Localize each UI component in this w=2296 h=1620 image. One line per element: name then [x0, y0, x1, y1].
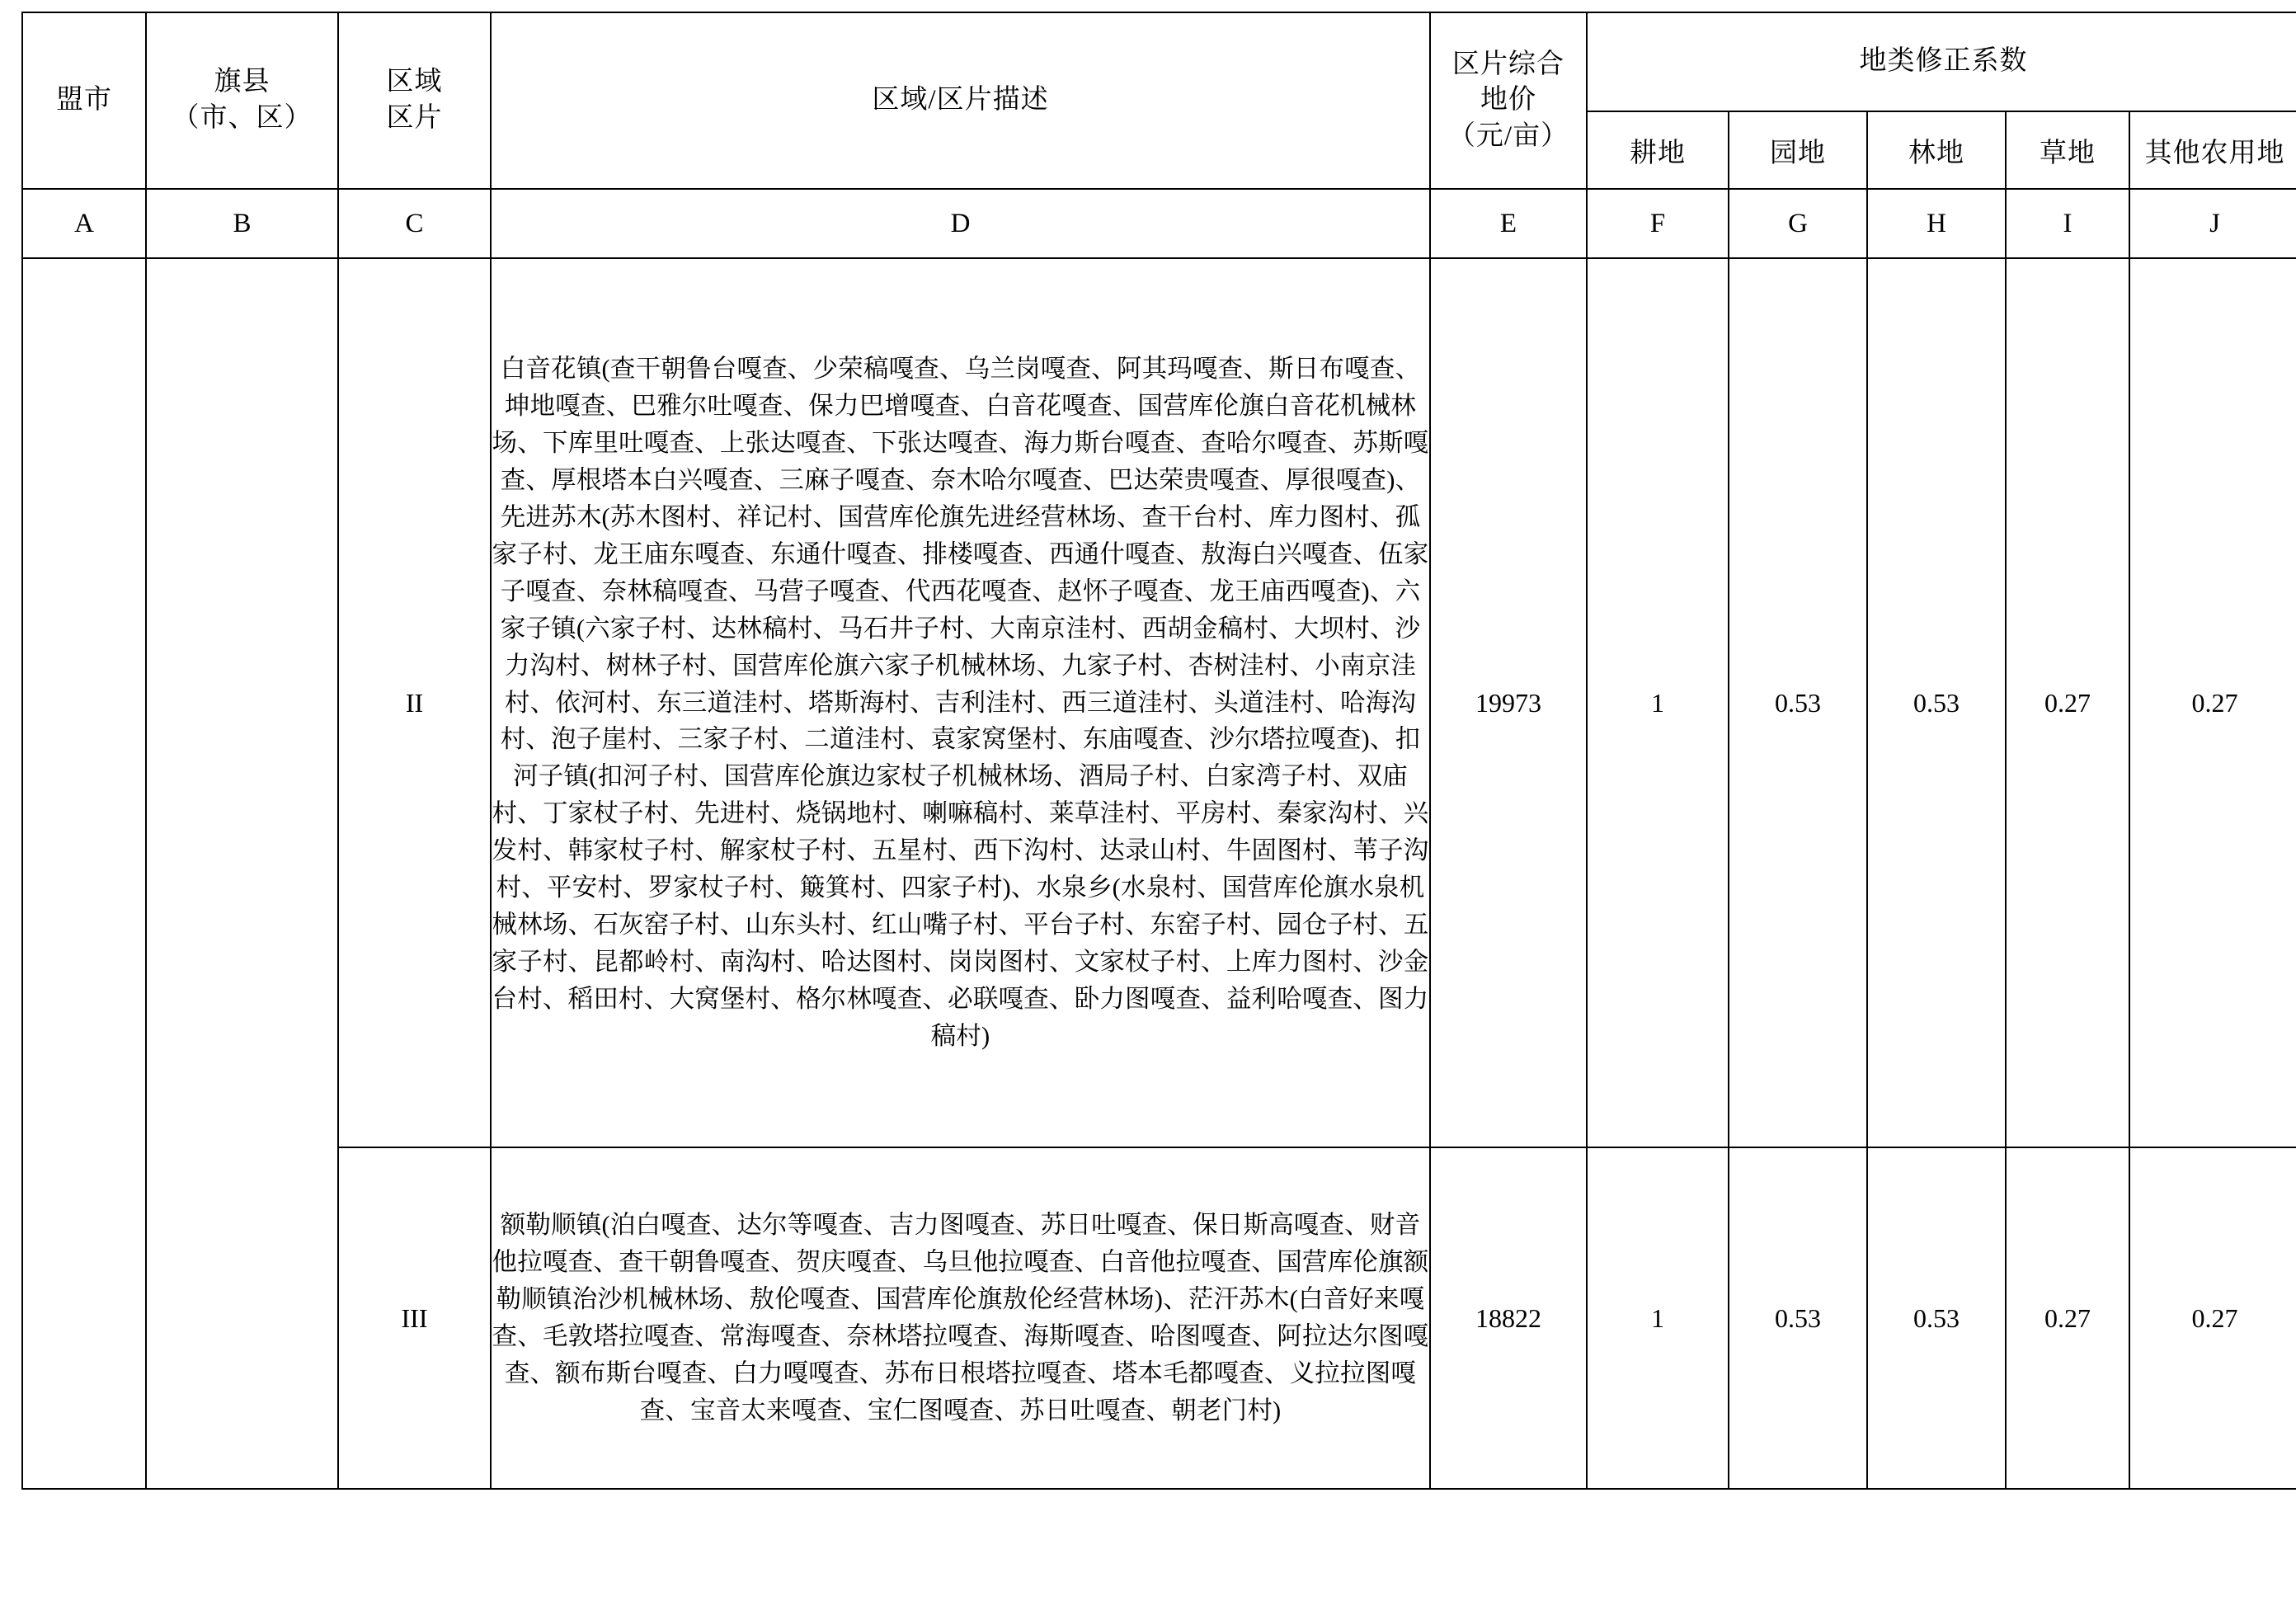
header-coef-other: 其他农用地 — [2129, 111, 2296, 189]
cell-coef-farmland: 1 — [1587, 258, 1729, 1147]
cell-city — [22, 258, 146, 1489]
cell-zone: II — [338, 258, 491, 1147]
cell-coef-grass: 0.27 — [2006, 1147, 2129, 1489]
column-letter-b: B — [146, 189, 338, 258]
header-coef-forest: 林地 — [1867, 111, 2006, 189]
table-header-row — [22, 12, 2296, 111]
cell-coef-grass: 0.27 — [2006, 258, 2129, 1147]
cell-coef-forest: 0.53 — [1867, 1147, 2006, 1489]
column-letter-e: E — [1430, 189, 1587, 258]
header-price — [1430, 12, 1587, 189]
cell-coef-orchard: 0.53 — [1729, 258, 1867, 1147]
cell-coef-orchard: 0.53 — [1729, 1147, 1867, 1489]
table-row — [22, 1147, 2296, 1489]
header-coefficient-group: 地类修正系数 — [1587, 12, 2296, 111]
column-letter-a: A — [22, 189, 146, 258]
table-row — [22, 258, 2296, 1147]
header-zone — [338, 12, 491, 189]
header-county-line2: （市、区） — [172, 103, 313, 133]
header-coef-orchard: 园地 — [1729, 111, 1867, 189]
header-county — [146, 12, 338, 189]
header-city: 盟市 — [22, 12, 146, 189]
cell-price: 18822 — [1430, 1147, 1587, 1489]
land-price-table — [21, 12, 2296, 1490]
header-zone-line2: 区片 — [386, 103, 443, 133]
header-price-line3: （元/亩） — [1447, 120, 1569, 151]
column-letter-h: H — [1867, 189, 2006, 258]
cell-price: 19973 — [1430, 258, 1587, 1147]
header-coef-farmland: 耕地 — [1587, 111, 1729, 189]
column-letter-i: I — [2006, 189, 2129, 258]
column-letter-f: F — [1587, 189, 1729, 258]
header-price-line2: 地价 — [1480, 85, 1536, 115]
cell-coef-other: 0.27 — [2129, 1147, 2296, 1489]
cell-county — [146, 258, 338, 1489]
cell-coef-other: 0.27 — [2129, 258, 2296, 1147]
table-letter-row — [22, 189, 2296, 258]
header-county-line1: 旗县 — [214, 67, 271, 97]
header-coef-grass: 草地 — [2006, 111, 2129, 189]
column-letter-c: C — [338, 189, 491, 258]
cell-coef-forest: 0.53 — [1867, 258, 2006, 1147]
header-zone-line1: 区域 — [386, 67, 443, 97]
column-letter-d: D — [491, 189, 1430, 258]
column-letter-j: J — [2129, 189, 2296, 258]
cell-coef-farmland: 1 — [1587, 1147, 1729, 1489]
cell-description: 额勒顺镇(泊白嘎查、达尔等嘎查、吉力图嘎查、苏日吐嘎查、保日斯高嘎查、财音他拉嘎查、查干朝鲁嘎查、贺庆嘎查、乌旦他拉嘎查、白音他拉嘎查、国营库伦旗额勒顺镇治沙机械林场、敖伦嘎查、国营库伦旗敖伦经营林场)、茫汗苏木(白音好来嘎查、毛敦塔拉嘎查、常海嘎查、奈林塔拉嘎查、海斯嘎查、哈图嘎查、阿拉达尔图嘎查、额布斯台嘎查、白力嘎嘎查、苏布日根塔拉嘎查、塔本毛都嘎查、义拉拉图嘎查、宝音太来嘎查、宝仁图嘎查、苏日吐嘎查、朝老门村) — [491, 1147, 1430, 1489]
cell-description: 白音花镇(查干朝鲁台嘎查、少荣稿嘎查、乌兰岗嘎查、阿其玛嘎查、斯日布嘎查、坤地嘎查、巴雅尔吐嘎查、保力巴增嘎查、白音花嘎查、国营库伦旗白音花机械林场、下库里吐嘎查、上张达嘎查、下张达嘎查、海力斯台嘎查、查哈尔嘎查、苏斯嘎查、厚根塔本白兴嘎查、三麻子嘎查、奈木哈尔嘎查、巴达荣贵嘎查、厚很嘎查)、先进苏木(苏木图村、祥记村、国营库伦旗先进经营林场、查干台村、库力图村、孤家子村、龙王庙东嘎查、东通什嘎查、排楼嘎查、西通什嘎查、敖海白兴嘎查、伍家子嘎查、奈林稿嘎查、马营子嘎查、代西花嘎查、赵怀子嘎查、龙王庙西嘎查)、六家子镇(六家子村、达林稿村、马石井子村、大南京洼村、西胡金稿村、大坝村、沙力沟村、树林子村、国营库伦旗六家子机械林场、九家子村、杏树洼村、小南京洼村、依河村、东三道洼村、塔斯海村、吉利洼村、西三道洼村、头道洼村、哈海沟村、泡子崖村、三家子村、二道洼村、袁家窝堡村、东庙嘎查、沙尔塔拉嘎查)、扣河子镇(扣河子村、国营库伦旗边家杖子机械林场、酒局子村、白家湾子村、双庙村、丁家杖子村、先进村、烧锅地村、喇嘛稿村、莱草洼村、平房村、秦家沟村、兴发村、韩家杖子村、解家杖子村、五星村、西下沟村、达录山村、牛固图村、苇子沟村、平安村、罗家杖子村、簸箕村、四家子村)、水泉乡(水泉村、国营库伦旗水泉机械林场、石灰窑子村、山东头村、红山嘴子村、平台子村、东窑子村、园仓子村、五家子村、昆都岭村、南沟村、哈达图村、岗岗图村、文家杖子村、上库力图村、沙金台村、稻田村、大窝堡村、格尔林嘎查、必联嘎查、卧力图嘎查、益利哈嘎查、图力稿村) — [491, 258, 1430, 1147]
cell-zone: III — [338, 1147, 491, 1489]
header-description: 区域/区片描述 — [491, 12, 1430, 189]
column-letter-g: G — [1729, 189, 1867, 258]
header-price-line1: 区片综合 — [1452, 49, 1564, 79]
